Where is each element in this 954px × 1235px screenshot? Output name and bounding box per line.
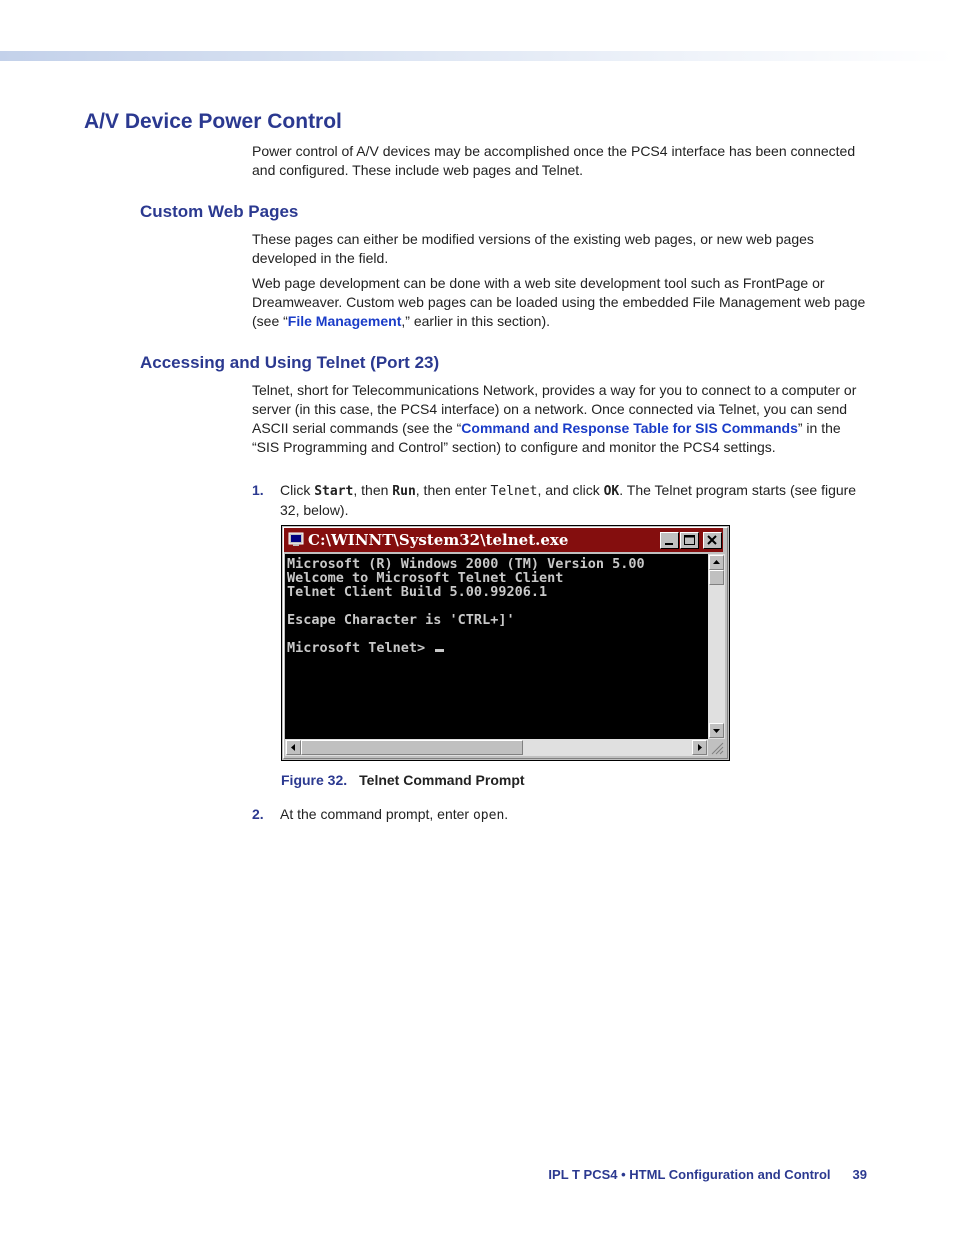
vertical-scrollbar[interactable]: [708, 554, 725, 739]
step-2-text: At the command prompt, enter open.: [280, 806, 509, 823]
figure-title: Telnet Command Prompt: [359, 772, 525, 788]
file-management-link[interactable]: File Management: [287, 313, 402, 329]
resize-grip[interactable]: [708, 739, 725, 756]
console-line: Escape Character is 'CTRL+]': [287, 612, 515, 628]
window-title: C:\WINNT\System32\telnet.exe: [308, 531, 569, 549]
scroll-left-button[interactable]: [286, 740, 301, 755]
step-1-number: 1.: [252, 482, 264, 498]
custom-web-paragraph-1: These pages can either be modified versions of the existing web pages, or new web pages developed in the field.: [252, 231, 814, 266]
intro-paragraph: Power control of A/V devices may be accomplished once the PCS4 interface has been connected and configured. These include web pages and Telnet.: [252, 143, 856, 178]
console-line: Microsoft (R) Windows 2000 (TM) Version 5.00: [287, 556, 645, 572]
figure-caption: [281, 771, 525, 790]
text-cursor: [435, 649, 444, 652]
page-footer: [548, 1167, 867, 1182]
minimize-icon: [661, 533, 678, 548]
page-number: 39: [852, 1167, 867, 1182]
telnet-titlebar[interactable]: [284, 528, 723, 552]
maximize-button[interactable]: [680, 532, 699, 549]
page-heading: A/V Device Power Control: [84, 110, 342, 133]
console-app-icon: [288, 532, 304, 547]
console-line: Welcome to Microsoft Telnet Client: [287, 570, 564, 586]
custom-web-paragraph-2: Web page development can be done with a web site development tool such as FrontPage or Dreamweaver. Custom web pages can be loaded using the embedded File Management web page (see “File Management,” earlier in this section).: [252, 275, 866, 329]
arrow-down-icon: [710, 724, 723, 737]
horizontal-scroll-thumb[interactable]: [301, 740, 523, 755]
scroll-down-button[interactable]: [709, 723, 724, 738]
close-icon: [704, 533, 721, 548]
footer-text: IPL T PCS4 • HTML Configuration and Control: [548, 1167, 831, 1182]
arrow-left-icon: [287, 741, 300, 754]
scroll-up-button[interactable]: [709, 555, 724, 570]
telnet-window: [281, 525, 730, 761]
resize-grip-icon: [708, 739, 725, 756]
telnet-paragraph: Telnet, short for Telecommunications Network, provides a way for you to connect to a computer or server (in this case, the PCS4 interface) on a network. Once connected via Telnet, you can send ASCII serial commands (see the “Command and Response Table for SIS Commands” in the “SIS Programming and Control” section) to configure and monitor the PCS4 settings.: [252, 382, 857, 455]
figure-number: Figure 32.: [281, 772, 348, 788]
telnet-heading: Accessing and Using Telnet (Port 23): [140, 353, 440, 372]
step-2-number: 2.: [252, 806, 264, 822]
scroll-right-button[interactable]: [692, 740, 707, 755]
arrow-up-icon: [710, 556, 723, 569]
custom-web-heading: Custom Web Pages: [140, 202, 299, 221]
console-prompt-line: [287, 641, 444, 655]
vertical-scroll-thumb[interactable]: [709, 570, 724, 585]
horizontal-scrollbar[interactable]: [285, 739, 708, 756]
command-response-table-link[interactable]: Command and Response Table for SIS Commands: [461, 420, 798, 436]
close-button[interactable]: [703, 532, 722, 549]
console-prompt: Microsoft Telnet>: [287, 640, 426, 656]
header-band: [0, 51, 954, 61]
console-output[interactable]: [285, 554, 708, 739]
arrow-right-icon: [693, 741, 706, 754]
console-line: Telnet Client Build 5.00.99206.1: [287, 584, 548, 600]
maximize-icon: [681, 533, 698, 548]
minimize-button[interactable]: [660, 532, 679, 549]
step-1-text: Click Start, then Run, then enter Telnet, and click OK. The Telnet program starts (see figure 32, below).: [280, 482, 857, 518]
